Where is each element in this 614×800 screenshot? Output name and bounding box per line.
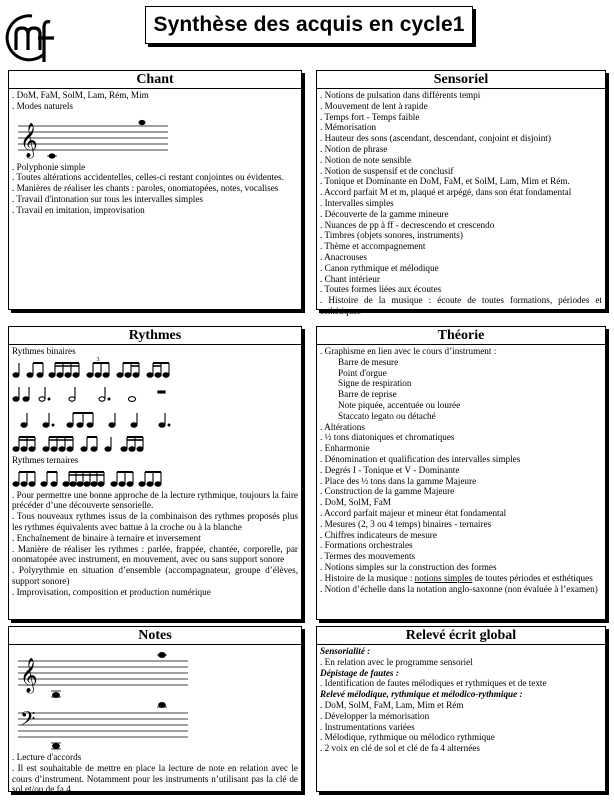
sensoriel-line: . Anacrouses [320, 251, 367, 262]
theorie-sub-item: Note piquée, accentuée ou lourée [338, 399, 461, 410]
theorie-sub-item: Signe de respiration [338, 378, 412, 389]
bass-clef-icon: 𝄢 [20, 707, 36, 735]
rythmes-line: . Tous nouveaux rythmes issus de la combinaison des rythmes proposés plus les rythmes équivalents avec battue à la croche ou à la blanche [12, 511, 298, 532]
panel-title-releve: Relevé écrit global [317, 627, 605, 645]
theorie-line: . Mesures (2, 3 ou 4 temps) binaires - ternaires [320, 518, 492, 529]
rythmes-line: . Polyrythmie en situation d’ensemble (accompagnateur, groupe d’élèves, support sonore) [12, 565, 298, 586]
theorie-histoire-line [320, 573, 602, 584]
grand-staff [18, 647, 188, 751]
sensoriel-line: . Notion de phrase [320, 143, 388, 154]
theorie-sub-item: Staccato legato ou détaché [338, 410, 436, 421]
sensoriel-line: . Thème et accompagnement [320, 241, 426, 252]
panel-body-sensoriel [317, 89, 605, 318]
theorie-line: . Accord parfait majeur et mineur état fondamental [320, 507, 507, 518]
sensoriel-line: . Hauteur des sons (ascendant, descendant, conjoint et disjoint) [320, 133, 551, 144]
theorie-line: . Place des ½ tons dans la gamme Majeure [320, 475, 477, 486]
panel-title-notes: Notes [9, 627, 301, 645]
panel-theorie [316, 326, 606, 620]
sensoriel-line: . Timbres (objets sonores, instruments) [320, 230, 463, 241]
sensoriel-line: . Accord parfait M et m, plaqué et arpégé, dans son état fondamental [320, 187, 572, 198]
panel-body-notes [9, 645, 301, 796]
sensoriel-line: . Tonique et Dominante en DoM, FaM, et SolM, Lam, Mim et Rém. [320, 176, 570, 187]
rythmes-line: . Improvisation, composition et production numérique [12, 586, 211, 597]
sensoriel-line: . Nuances de pp à ff - decrescendo et crescendo [320, 219, 495, 230]
rythmes-line: . Manière de réaliser les rythmes : parlée, frappée, chantée, corporelle, par onomatopée avec instrument, en mouvement, avec ou sans support sonore [12, 543, 298, 565]
releve-sensorialite-label: Sensorialité : [320, 646, 371, 656]
theorie-sub-item: Barre de reprise [338, 389, 397, 400]
chant-line: . DoM, FaM, SolM, Lam, Rém, Mim [12, 90, 149, 100]
notes-line: . Il est souhaitable de mettre en place la lecture de note en relation avec le cours d’instrument. Notamment pour les instruments n’utilisant pas la clé de sol et/ou de fa 4. [12, 762, 298, 795]
theorie-line: . Dénomination et qualification des intervalles simples [320, 453, 521, 464]
chant-line: . Travail en imitation, improvisation [12, 204, 145, 215]
rythmes-line: . Enchaînement de binaire à ternaire et inversement [12, 532, 201, 543]
sensoriel-line: . Intervalles simples [320, 197, 394, 208]
sensoriel-line: . Temps fort - Temps faible [320, 111, 420, 122]
theorie-line: . Chiffres indicateurs de mesure [320, 529, 437, 540]
sensoriel-line: . Mouvement de lent à rapide [320, 100, 428, 111]
panel-body-releve [317, 645, 605, 755]
panel-rythmes [8, 326, 302, 620]
histoire-underlined: notions simples [414, 572, 473, 583]
panel-body-theorie [317, 345, 605, 595]
panel-releve [316, 626, 606, 792]
chant-line: . Manières de réaliser les chants : paroles, onomatopées, notes, vocalises [12, 183, 279, 194]
theorie-line: . Formations orchestrales [320, 540, 413, 551]
releve-line: . Instrumentations variées [320, 721, 415, 732]
theorie-line: . Degrés I - Tonique et V - Dominante [320, 464, 460, 475]
releve-line: . Mélodique, rythmique ou mélodico rythmique [320, 732, 495, 743]
sensoriel-line: . Histoire de la musique : écoute de toutes formations, périodes et esthétiques [320, 295, 602, 316]
sensoriel-line: . Notion de suspensif et de conclusif [320, 165, 454, 176]
panel-chant [8, 70, 302, 310]
treble-staff [18, 114, 168, 160]
releve-line: . 2 voix en clé de sol et clé de fa 4 alternées [320, 743, 480, 754]
title-box [145, 6, 473, 44]
sensoriel-line: . Canon rythmique et mélodique [320, 262, 439, 273]
rythmes-ternaires-label: Rythmes ternaires [12, 454, 79, 465]
notes-line: . Lecture d'accords [12, 752, 82, 762]
chant-line: . Polyphonie simple [12, 161, 86, 172]
panel-sensoriel [316, 70, 606, 316]
panel-title-rythmes: Rythmes [9, 327, 301, 345]
rythmes-line: . Pour permettre une bonne approche de la lecture rythmique, toujours la faire précéder d’une découverte sensorielle. [12, 489, 298, 511]
histoire-suffix: de toutes périodes et esthétiques [472, 572, 593, 583]
panel-title-chant: Chant [9, 71, 301, 89]
chant-line: . Toutes altérations accidentelles, celles-ci restant conjointes ou évidentes. [12, 172, 284, 183]
theorie-line: . Notions simples sur la construction des formes [320, 561, 497, 572]
theorie-line: . Construction de la gamme Majeure [320, 486, 455, 497]
sensoriel-line: . Notions de pulsation dans différents tempi [320, 90, 481, 100]
releve-line: . DoM, SolM, FaM, Lam, Mim et Rém [320, 699, 464, 710]
rythmes-binaires-label: Rythmes binaires [12, 346, 76, 356]
page-title: Synthèse des acquis en cycle1 [153, 13, 465, 36]
treble-clef-icon: 𝄞 [20, 658, 38, 693]
chant-line: . Modes naturels [12, 100, 73, 111]
releve-depistage-label: Dépistage de fautes : [320, 667, 399, 678]
histoire-prefix: . Histoire de la musique : [320, 572, 415, 583]
sensoriel-line: . Toutes formes liées aux écoutes [320, 284, 442, 295]
theorie-line: . Enharmonie [320, 443, 370, 454]
panel-notes [8, 626, 302, 795]
panel-title-theorie: Théorie [317, 327, 605, 345]
releve-line: . En relation avec le programme sensoriel [320, 656, 473, 667]
rhythm-notation-ternaire [12, 466, 192, 490]
theorie-sub-item: Point d'orgue [338, 367, 387, 378]
mf-logo [4, 10, 64, 66]
theorie-line: . DoM, SolM, FaM [320, 497, 391, 508]
panel-body-rythmes [9, 345, 301, 599]
theorie-line: . Notion d’échelle dans la notation anglo-saxonne (non évaluée à l’examen) [320, 583, 598, 594]
sensoriel-line: . Mémorisation [320, 122, 377, 133]
treble-clef-icon: 𝄞 [20, 122, 38, 158]
theorie-line: . ½ tons diatoniques et chromatiques [320, 432, 455, 443]
releve-melodique-label: Relevé mélodique, rythmique et mélodico-rythmique : [320, 689, 523, 700]
sensoriel-line: . Notion de note sensible [320, 154, 412, 165]
panel-title-sensoriel: Sensoriel [317, 71, 605, 89]
chant-line: . Travail d'intonation sur tous les intervalles simples [12, 193, 204, 204]
theorie-line: . Altérations [320, 421, 365, 432]
sensoriel-line: . Chant intérieur [320, 273, 380, 284]
panel-body-chant [9, 89, 301, 217]
triplet-mark: 3 [96, 356, 100, 363]
theorie-line: . Graphisme en lien avec le cours d’instrument : [320, 346, 497, 356]
releve-line: . Identification de fautes mélodiques et rythmiques et de texte [320, 678, 547, 689]
sensoriel-line: . Découverte de la gamme mineure [320, 208, 449, 219]
theorie-sub-item: Barre de mesure [338, 356, 399, 367]
rhythm-notation-binaire [12, 357, 192, 455]
theorie-line: . Termes des mouvements [320, 551, 416, 562]
releve-line: . Développer la mémorisation [320, 710, 430, 721]
